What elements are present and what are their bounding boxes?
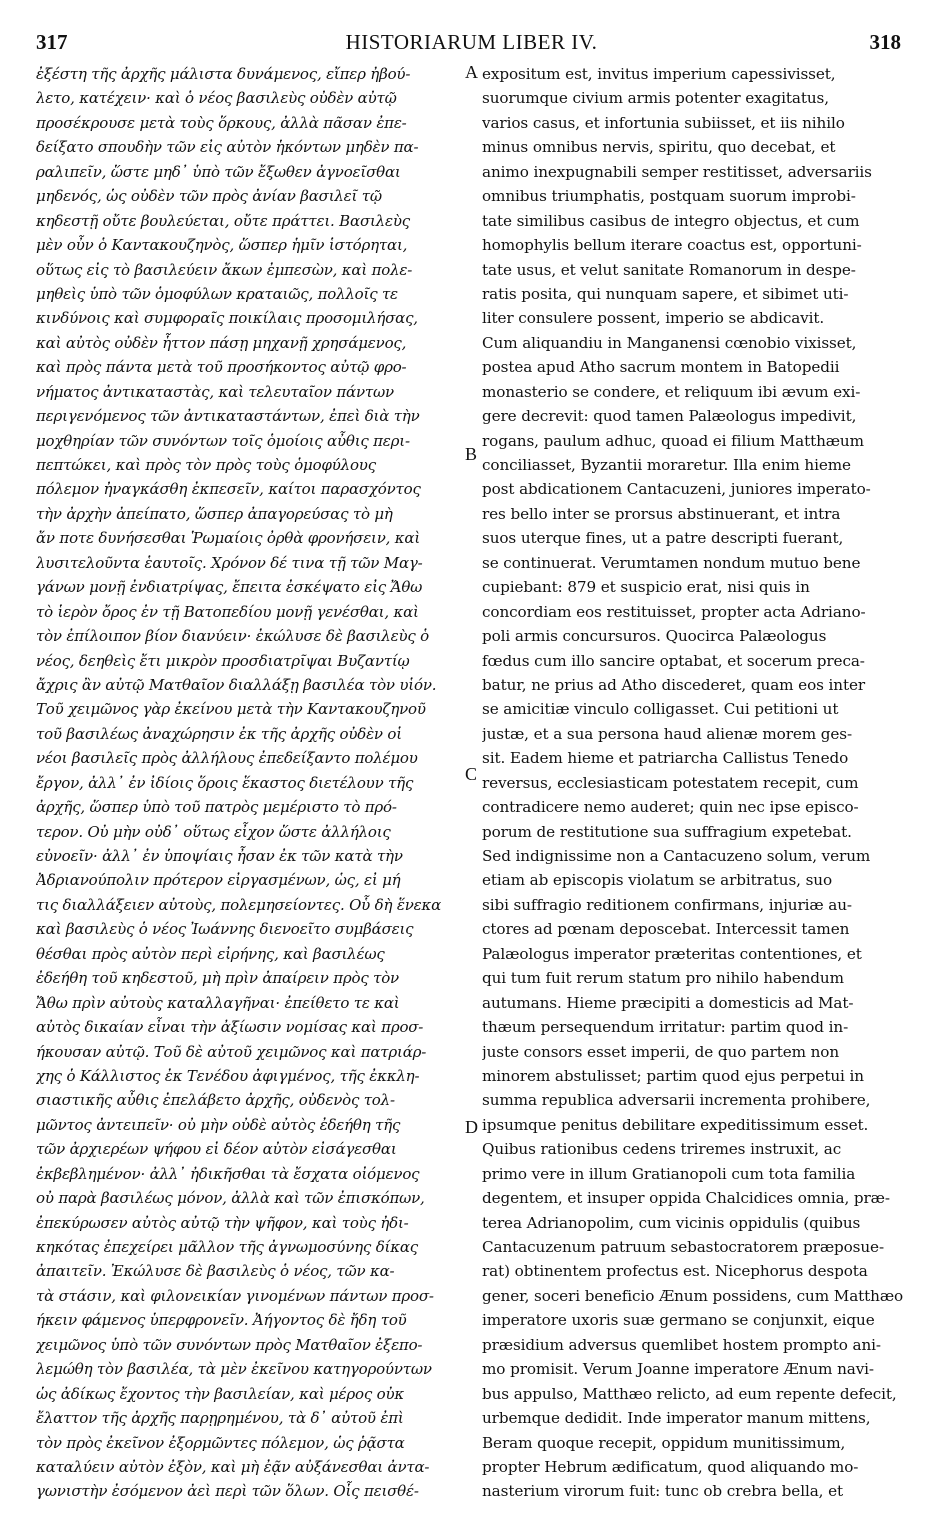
latin-text-line: justæ, et a sua persona haud alienæ morem ges- [482,724,853,743]
greek-text-line: θέσθαι πρὸς αὐτὸν περὶ εἰρήνης, καὶ βασιλέως [36,944,385,963]
latin-text-line: animo inexpugnabili semper restitisset, adversariis [482,162,872,181]
latin-text-line: sibi suffragio reditionem confirmans, injuriæ au- [482,895,852,914]
greek-text-line: τερον. Οὐ μὴν οὐδ᾿ οὕτως εἶχον ὥστε ἀλλήλοις [36,822,391,841]
latin-text-line: gere decrevit: quod tamen Palæologus impedivit, [482,407,857,426]
greek-text-line: ήκουσαν αὐτῷ. Τοῦ δὲ αὐτοῦ χειμῶνος καὶ πατριάρ- [36,1042,427,1061]
running-title: HISTORIARUM LIBER IV. [345,30,598,54]
latin-text-line: Sed indignissime non a Cantacuzeno solum, verum [482,847,871,865]
greek-text-line: πόλεμον ἠναγκάσθη ἐκπεσεῖν, καίτοι παρασχόντος [36,480,421,499]
latin-text-line: præsidium adversus quemlibet hostem prompto ani- [482,1335,881,1354]
greek-text-line: σιαστικῆς αὖθις ἐπελάβετο ἀρχῆς, οὐδενὸς τολ- [36,1091,395,1110]
latin-text-line: Quibus rationibus cedens triremes instruxit, ac [482,1140,842,1159]
latin-text-line: suorumque civium armis potenter exagitatus, [482,89,829,108]
latin-text-line: primo vere in illum Gratianopoli cum tota familia [482,1164,856,1183]
greek-text-line: χειμῶνος ὑπὸ τῶν συνόντων πρὸς Ματθαῖον ἐξεπο- [36,1335,423,1354]
section-marker-d: D [465,1117,478,1137]
latin-text-line: ratis posita, qui nunquam sapere, et sibimet uti- [482,284,849,303]
greek-text-line: ἄχρις ἂν αὐτῷ Ματθαῖον διαλλάξῃ βασιλέα τὸν υἱόν. [36,675,437,694]
greek-text-line: λεμώθη τὸν βασιλέα, τὰ μὲν ἐκεῖνου κατηγορούντων [36,1360,432,1379]
greek-text-line: Ἄθω πρὶν αὐτοὺς καταλλαγῆναι· ἐπείθετο τε καὶ [36,993,400,1012]
greek-text-line: λυσιτελοῦντα ἑαυτοῖς. Χρόνον δέ τινα τῇ τῶν Μαγ- [36,553,423,572]
latin-text-line: rat) obtinentem profectus est. Nicephorus despota [482,1262,868,1281]
latin-text-line: suos uterque fines, ut a patre descripti fuerant, [482,529,844,548]
page-header [0,30,943,60]
latin-text-line: tate usus, et velut sanitate Romanorum in despe- [482,260,856,279]
greek-text-line: τοῦ βασιλέως ἀναχώρησιν ἐκ τῆς ἀρχῆς οὐδὲν οἱ [36,724,402,743]
greek-text-line: καταλύειν αὐτὸν ἐξὸν, καὶ μὴ ἐᾷν αὐξάνεσθαι ἀντα- [36,1457,430,1476]
greek-text-line: τὸν πρὸς ἐκεῖνον ἐξορμῶντες πόλεμον, ὡς ῥᾷστα [36,1433,405,1452]
latin-text-line: se continuerat. Verumtamen nondum mutuo bene [482,553,861,572]
greek-text-line: κηκότας ἐπεχείρει μᾶλλον τῆς ἀγνωμοσύνης δίκας [36,1238,418,1256]
latin-text-line: minorem abstulisset; partim quod ejus perpetui in [482,1066,864,1085]
greek-text-line: οὐ παρὰ βασιλέως μόνον, ἀλλὰ καὶ τῶν ἐπισκόπων, [36,1189,425,1208]
greek-text-line: τὴν ἀρχὴν ἀπείπατο, ὥσπερ ἀπαγορεύσας τὸ μὴ [36,504,393,523]
greek-text-line: οὕτως εἰς τὸ βασιλεύειν ἄκων ἐμπεσὼν, καὶ πολε- [36,260,413,279]
latin-text-line: mo promisit. Verum Joanne imperatore Ænum navi- [482,1360,874,1379]
greek-text-line: εὐνοεῖν· ἀλλ᾿ ἐν ὑποψίαις ἦσαν ἐκ τῶν κατὰ τὴν [36,847,403,865]
latin-text-line: bus appulso, Matthæo relicto, ad eum repente defecit, [482,1384,897,1403]
latin-text-line: qui tum fuit rerum statum pro nihilo habendum [482,969,844,988]
latin-text-line: se amicitiæ vinculo colligasset. Cui petitioni ut [482,700,839,719]
latin-text-line: etiam ab episcopis violatum se arbitratus, suo [482,871,833,890]
latin-text-line: homophylis bellum iterare coactus est, opportuni- [482,236,862,255]
greek-text-line: ἀπαιτεῖν. Ἐκώλυσε δὲ βασιλεὺς ὁ νέος, τῶν κα- [36,1262,395,1281]
latin-text-line: imperatore uxoris suæ germano se conjunxit, eique [482,1311,875,1330]
page-number-left: 317 [36,30,68,54]
latin-text-line: omnibus triumphatis, postquam suorum improbi- [482,187,856,206]
greek-text-line: μὲν οὖν ὁ Καντακουζηνὸς, ὥσπερ ἡμῖν ἱστόρηται, [36,236,408,255]
latin-text-line: gener, soceri beneficio Ænum possidens, cum Matthæo [482,1286,904,1305]
greek-text-line: δείξατο σπουδὴν τῶν εἰς αὐτὸν ἡκόντων μηδὲν πα- [36,138,419,157]
greek-text-line: ἀρχῆς, ὥσπερ ὑπὸ τοῦ πατρὸς μεμέριστο τὸ πρό- [36,798,397,817]
greek-text-line: τῶν ἀρχιερέων ψήφου εἰ δέον αὐτὸν εἰσάγεσθαι [36,1140,397,1159]
greek-text-line: πεπτώκει, καὶ πρὸς τὸν πρὸς τοὺς ὁμοφύλους [36,456,376,474]
latin-text-line: res bello inter se prorsus abstinuerant, et intra [482,504,841,523]
greek-text-line: ἄν ποτε δυνήσεσθαι Ῥωμαίοις ὀρθὰ φρονήσειν, καὶ [36,529,421,548]
greek-text-column [36,62,462,1504]
greek-text-line: τις διαλλάξειεν αὐτοὺς, πολεμησείοντες. Οὗ δὴ ἕνεκα [36,895,442,914]
greek-text-line: νέος, δεηθεὶς ἔτι μικρὸν προσδιατρῖψαι Βυζαντίῳ [36,651,410,670]
greek-text-line: γάνων μονῇ ἐνδιατρίψας, ἔπειτα ἐσκέψατο εἰς Ἄθω [36,578,423,597]
latin-text-line: reversus, ecclesiasticam potestatem recepit, cum [482,773,859,792]
greek-text-line: νέοι βασιλεῖς πρὸς ἀλλήλους ἐπεδείξαντο πολέμου [36,749,418,768]
greek-text-line: προσέκρουσε μετὰ τοὺς ὅρκους, ἀλλὰ πᾶσαν ἐπε- [36,113,407,132]
greek-text-line: τὸν ἐπίλοιπον βίον διανύειν· ἐκώλυσε δὲ βασιλεὺς ὁ [36,627,429,646]
latin-text-line: summa republica adversarii incrementa prohibere, [482,1091,871,1110]
section-marker-b: B [465,444,478,464]
latin-text-column [482,62,907,1504]
greek-text-line: γωνιστὴν ἐσόμενον ἀεὶ περὶ τῶν ὅλων. Οἷς πεισθέ- [36,1482,419,1501]
section-marker-c: C [465,764,478,784]
greek-text-line: ἐδεήθη τοῦ κηδεστοῦ, μὴ πρὶν ἀπαίρειν πρὸς τὸν [36,969,399,988]
greek-text-line: μηδενός, ὡς οὐδὲν τῶν πρὸς ἀνίαν βασιλεῖ τῷ [36,187,382,206]
latin-text-line: minus omnibus nervis, spiritu, quo decebat, et [482,138,836,157]
latin-text-line: monasterio se condere, et reliquum ibi ævum exi- [482,382,861,401]
latin-text-line: batur, ne prius ad Atho discederet, quam eos inter [482,675,866,694]
greek-text-line: μῶντος ἀντειπεῖν· οὐ μὴν οὐδὲ αὐτὸς ἐδεήθη τῆς [36,1115,401,1134]
latin-text-line: nasterium virorum fuit: tunc ob crebra bella, et [482,1482,844,1501]
greek-text-line: Ἀδριανούπολιν πρότερον εἰργασμένων, ὡς, εἰ μή [36,871,401,890]
latin-text-line: Cum aliquandiu in Manganensi cœnobio vixisset, [482,333,857,352]
latin-text-line: cupiebant: 879 et suspicio erat, nisi quis in [482,578,810,597]
greek-text-line: καὶ αὐτὸς οὐδὲν ἧττον πάσῃ μηχανῇ χρησάμενος, [36,333,407,352]
latin-text-line: tate similibus casibus de integro objectus, et cum [482,211,860,230]
greek-text-line: ἐκβεβλημένον· ἀλλ᾿ ἠδικῆσθαι τὰ ἔσχατα οἰόμενος [36,1164,420,1183]
latin-text-line: Cantacuzenum patruum sebastocratorem præposue- [482,1238,884,1256]
latin-text-line: conciliasset, Byzantii moraretur. Illa enim hieme [482,456,851,474]
latin-text-line: varios casus, et infortunia subiisset, et iis nihilo [482,113,845,132]
latin-text-line: propter Hebrum ædificatum, quod aliquando mo- [482,1457,859,1476]
latin-text-line: contradicere nemo auderet; quin nec ipse episco- [482,798,859,817]
greek-text-line: ήκειν φάμενος ὑπερφρονεῖν. Ἀήγοντος δὲ ἤδη τοῦ [36,1311,407,1330]
latin-text-line: fœdus cum illo sancire optabat, et socerum preca- [482,651,865,670]
latin-text-line: juste consors esset imperii, de quo partem non [482,1042,840,1061]
greek-text-line: μηθεὶς ὑπὸ τῶν ὁμοφύλων κραταιῶς, πολλοῖς τε [36,284,398,303]
latin-text-line: porum de restitutione sua suffragium expetebat. [482,822,852,841]
latin-text-line: Beram quoque recepit, oppidum munitissimum, [482,1433,846,1452]
latin-text-line: rogans, paulum adhuc, quoad ei filium Matthæum [482,431,864,450]
latin-text-line: expositum est, invitus imperium capessivisset, [482,65,836,83]
latin-text-line: concordiam eos restituisset, propter acta Adriano- [482,602,866,621]
latin-text-line: urbemque dedidit. Inde imperator manum mittens, [482,1409,871,1428]
greek-text-line: καὶ πρὸς πάντα μετὰ τοῦ προσήκοντος αὐτῷ φρο- [36,358,407,377]
greek-text-line: ραλιπεῖν, ὥστε μηδ᾿ ὑπὸ τῶν ἔξωθεν ἀγνοεῖσθαι [36,162,401,181]
greek-text-line: ἐπεκύρωσεν αὐτὸς αὐτῷ τὴν ψῆφον, καὶ τοὺς ἠδι- [36,1213,409,1232]
latin-text-line: ctores ad pœnam deposcebat. Intercessit tamen [482,920,850,939]
greek-text-line: μοχθηρίαν τῶν συνόντων τοῖς ὁμοίοις αὖθις περι- [36,431,410,450]
greek-text-line: ὡς ἀδίκως ἔχοντος τὴν βασιλείαν, καὶ μέρος οὐκ [36,1384,404,1403]
page-number-right: 318 [869,30,901,54]
greek-text-line: λετο, κατέχειν· καὶ ὁ νέος βασιλεὺς οὐδὲν αὐτῷ [36,89,397,108]
latin-text-line: ipsumque penitus debilitare expeditissimum esset. [482,1115,869,1134]
greek-text-line: χης ὁ Κάλλιστος ἐκ Τενέδου ἀφιγμένος, τῆς ἐκκλη- [36,1066,420,1085]
latin-text-line: thæum persequendum irritatur: partim quod in- [482,1018,849,1037]
section-marker-a: A [465,62,478,82]
latin-text-line: degentem, et insuper oppida Chalcidices omnia, præ- [482,1189,890,1208]
greek-text-line: ἐξέστη τῆς ἀρχῆς μάλιστα δυνάμενος, εἴπερ ἠβού- [36,65,411,83]
greek-text-line: τὰ στάσιν, καὶ φιλονεικίαν γινομένων πάντων προσ- [36,1286,434,1305]
latin-text-line: poli armis concursuros. Quocirca Palæologus [482,627,827,646]
greek-text-line: κηδεστῇ οὔτε βουλεύεται, οὔτε πράττει. Βασιλεὺς [36,211,410,230]
greek-text-line: ἔλαττον τῆς ἀρχῆς παρῃρημένου, τὰ δ᾿ αὐτοῦ ἐπὶ [36,1409,404,1428]
greek-text-line: περιγενόμενος τῶν ἀντικαταστάντων, ἐπεὶ διὰ τὴν [36,407,420,426]
greek-text-line: ἔργον, ἀλλ᾿ ἐν ἰδίοις ὅροις ἕκαστος διετέλουν τῆς [36,773,414,792]
greek-text-line: αὐτὸς δικαίαν εἶναι τὴν ἀξίωσιν νομίσας καὶ προσ- [36,1018,424,1037]
greek-text-line: Τοῦ χειμῶνος γὰρ ἐκείνου μετὰ τὴν Καντακουζηνοῦ [36,700,426,719]
greek-text-line: νήματος ἀντικαταστὰς, καὶ τελευταῖον πάντων [36,382,394,401]
latin-text-line: sit. Eadem hieme et patriarcha Callistus Tenedo [482,749,849,768]
greek-text-line: κινδύνοις καὶ συμφοραῖς ποικίλαις προσομιλήσας, [36,309,418,328]
latin-text-line: Palæologus imperator præteritas contentiones, et [482,944,862,963]
greek-text-line: καὶ βασιλεὺς ὁ νέος Ἰωάννης διενοεῖτο συμβάσεις [36,920,414,939]
greek-text-line: τὸ ἱερὸν ὄρος ἐν τῇ Βατοπεδίου μονῇ γενέσθαι, καὶ [36,602,419,621]
latin-text-line: postea apud Atho sacrum montem in Batopedii [482,358,840,377]
latin-text-line: post abdicationem Cantacuzeni, juniores imperato- [482,480,871,499]
latin-text-line: terea Adrianopolim, cum vicinis oppidulis (quibus [482,1213,861,1232]
latin-text-line: liter consulere possent, imperio se abdicavit. [482,309,825,328]
latin-text-line: autumans. Hieme præcipiti a domesticis ad Mat- [482,993,854,1012]
